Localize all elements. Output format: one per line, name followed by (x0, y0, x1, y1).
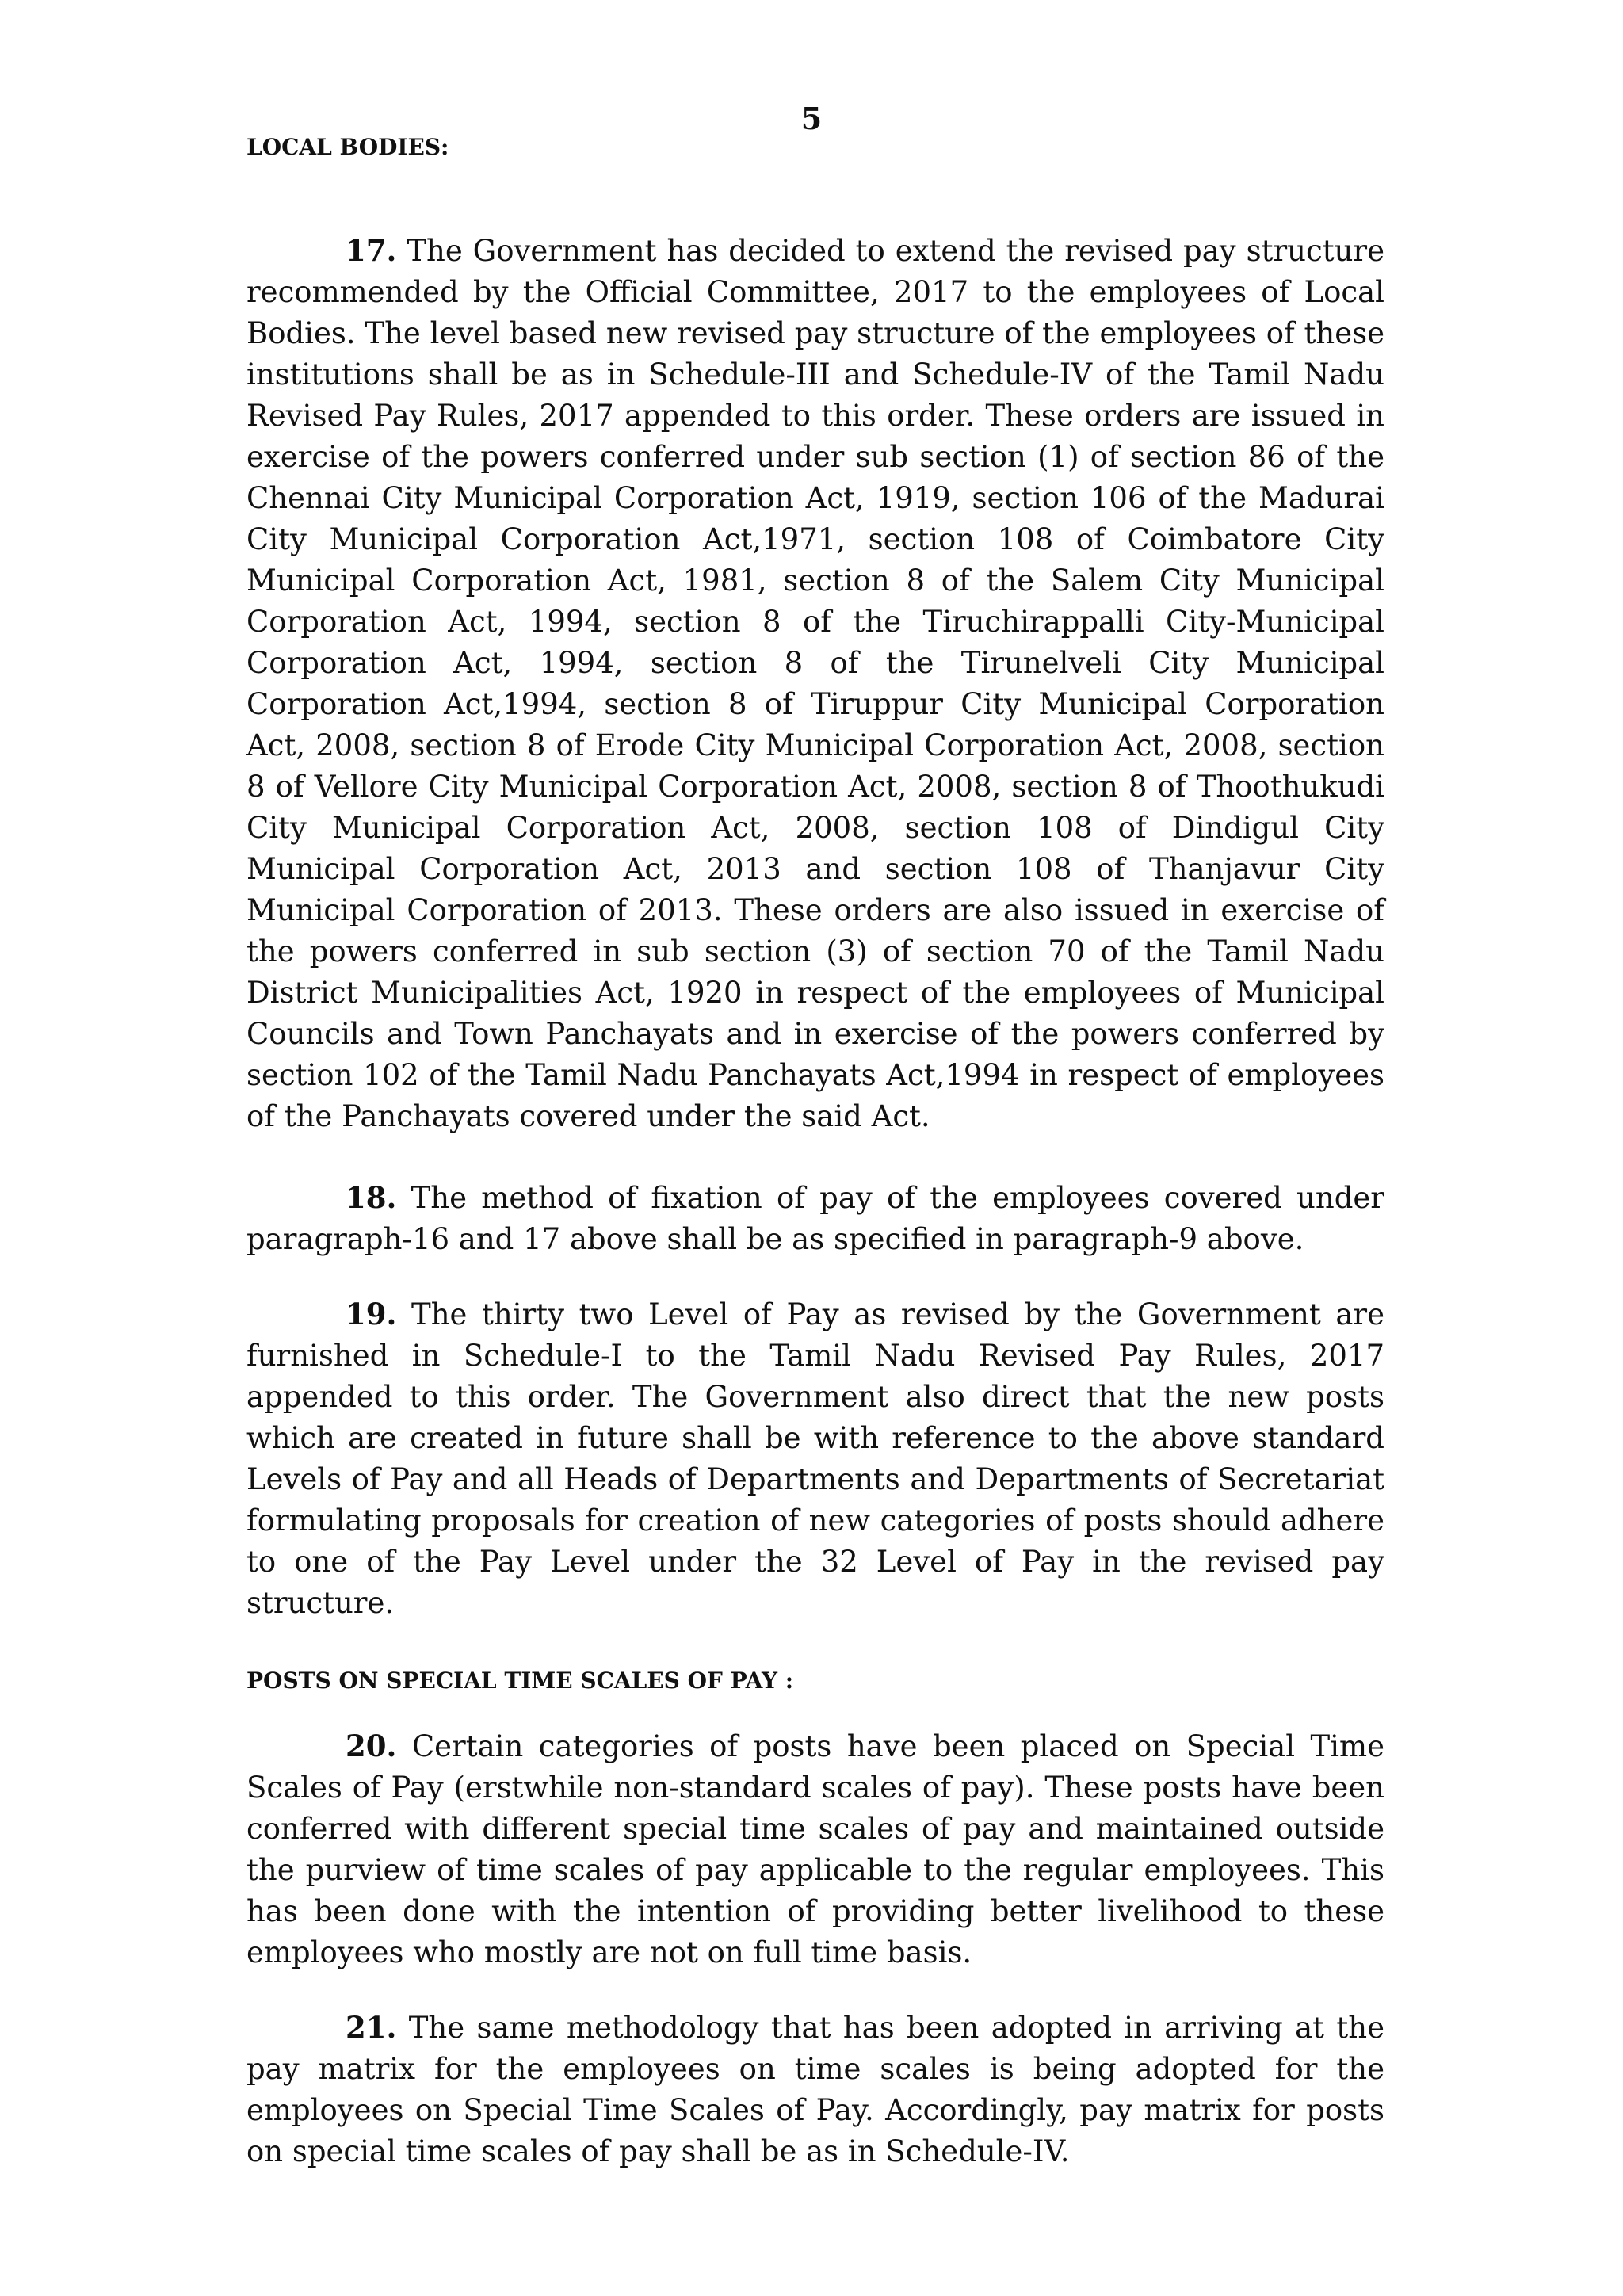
paragraph-number: 17. (346, 233, 397, 268)
paragraph-text: The Government has decided to extend the revised pay structure recommended by the Official Committee, 2017 to the employees of Local Bodies. The level based new revised pay structure of the employees of these institutions shall be as in Schedule-III and Schedule-IV of the Tamil Nadu Revised Pay Rules, 2017 appended to this order. These orders are issued in exercise of the powers conferred under sub section (1) of section 86 of the Chennai City Municipal Corporation Act, 1919, section 106 of the Madurai City Municipal Corporation Act,1971, section 108 of Coimbatore City Municipal Corporation Act, 1981, section 8 of the Salem City Municipal Corporation Act, 1994, section 8 of the Tiruchirappalli City-Municipal Corporation Act, 1994, section 8 of the Tirunelveli City Municipal Corporation Act,1994, section 8 of Tiruppur City Municipal Corporation Act, 2008, section 8 of Erode City Municipal Corporation Act, 2008, section 8 of Vellore City Municipal Corporation Act, 2008, section 8 of Thoothukudi City Municipal Corporation Act, 2008, section 108 of Dindigul City Municipal Corporation Act, 2013 and section 108 of Thanjavur City Municipal Corporation of 2013. These orders are also issued in exercise of the powers conferred in sub section (3) of section 70 of the Tamil Nadu District Municipalities Act, 1920 in respect of the employees of Municipal Councils and Town Panchayats and in exercise of the powers conferred by section 102 of the Tamil Nadu Panchayats Act,1994 in respect of employees of the Panchayats covered under the said Act. (246, 234, 1385, 1133)
paragraph-17 (246, 230, 1384, 1137)
section-heading-special-time-scales: POSTS ON SPECIAL TIME SCALES OF PAY : (246, 1668, 794, 1694)
paragraph-18 (246, 1177, 1384, 1260)
document-body (246, 133, 1384, 2172)
section-heading-local-bodies: LOCAL BODIES: (246, 134, 449, 160)
page-number: 5 (800, 101, 823, 136)
paragraph-20 (246, 1725, 1384, 1973)
paragraph-text: The thirty two Level of Pay as revised by the Government are furnished in Schedule-I to the Tamil Nadu Revised Pay Rules, 2017 appended to this order. The Government also direct that the new posts which are created in future shall be with reference to the above standard Levels of Pay and all Heads of Departments and Departments of Secretariat formulating proposals for creation of new categories of posts should adhere to one of the Pay Level under the 32 Level of Pay in the revised pay structure. (246, 1297, 1384, 1620)
paragraph-number: 21. (346, 2010, 397, 2045)
paragraph-text: Certain categories of posts have been placed on Special Time Scales of Pay (erstwhile non-standard scales of pay). These posts have been conferred with different special time scales of pay and maintained outside the purview of time scales of pay applicable to the regular employees. This has been done with the intention of providing better livelihood to these employees who mostly are not on full time basis. (246, 1729, 1384, 1969)
paragraph-21 (246, 2007, 1384, 2172)
paragraph-number: 18. (346, 1180, 397, 1215)
paragraph-text: The same methodology that has been adopted in arriving at the pay matrix for the employees on time scales is being adopted for the employees on Special Time Scales of Pay. Accordingly, pay matrix for posts on special time scales of pay shall be as in Schedule-IV. (246, 2011, 1384, 2168)
paragraph-number: 20. (346, 1729, 397, 1763)
paragraph-number: 19. (346, 1297, 397, 1331)
paragraph-text: The method of fixation of pay of the employees covered under paragraph-16 and 17 above shall be as specified in paragraph-9 above. (246, 1181, 1384, 1256)
paragraph-19 (246, 1293, 1384, 1624)
